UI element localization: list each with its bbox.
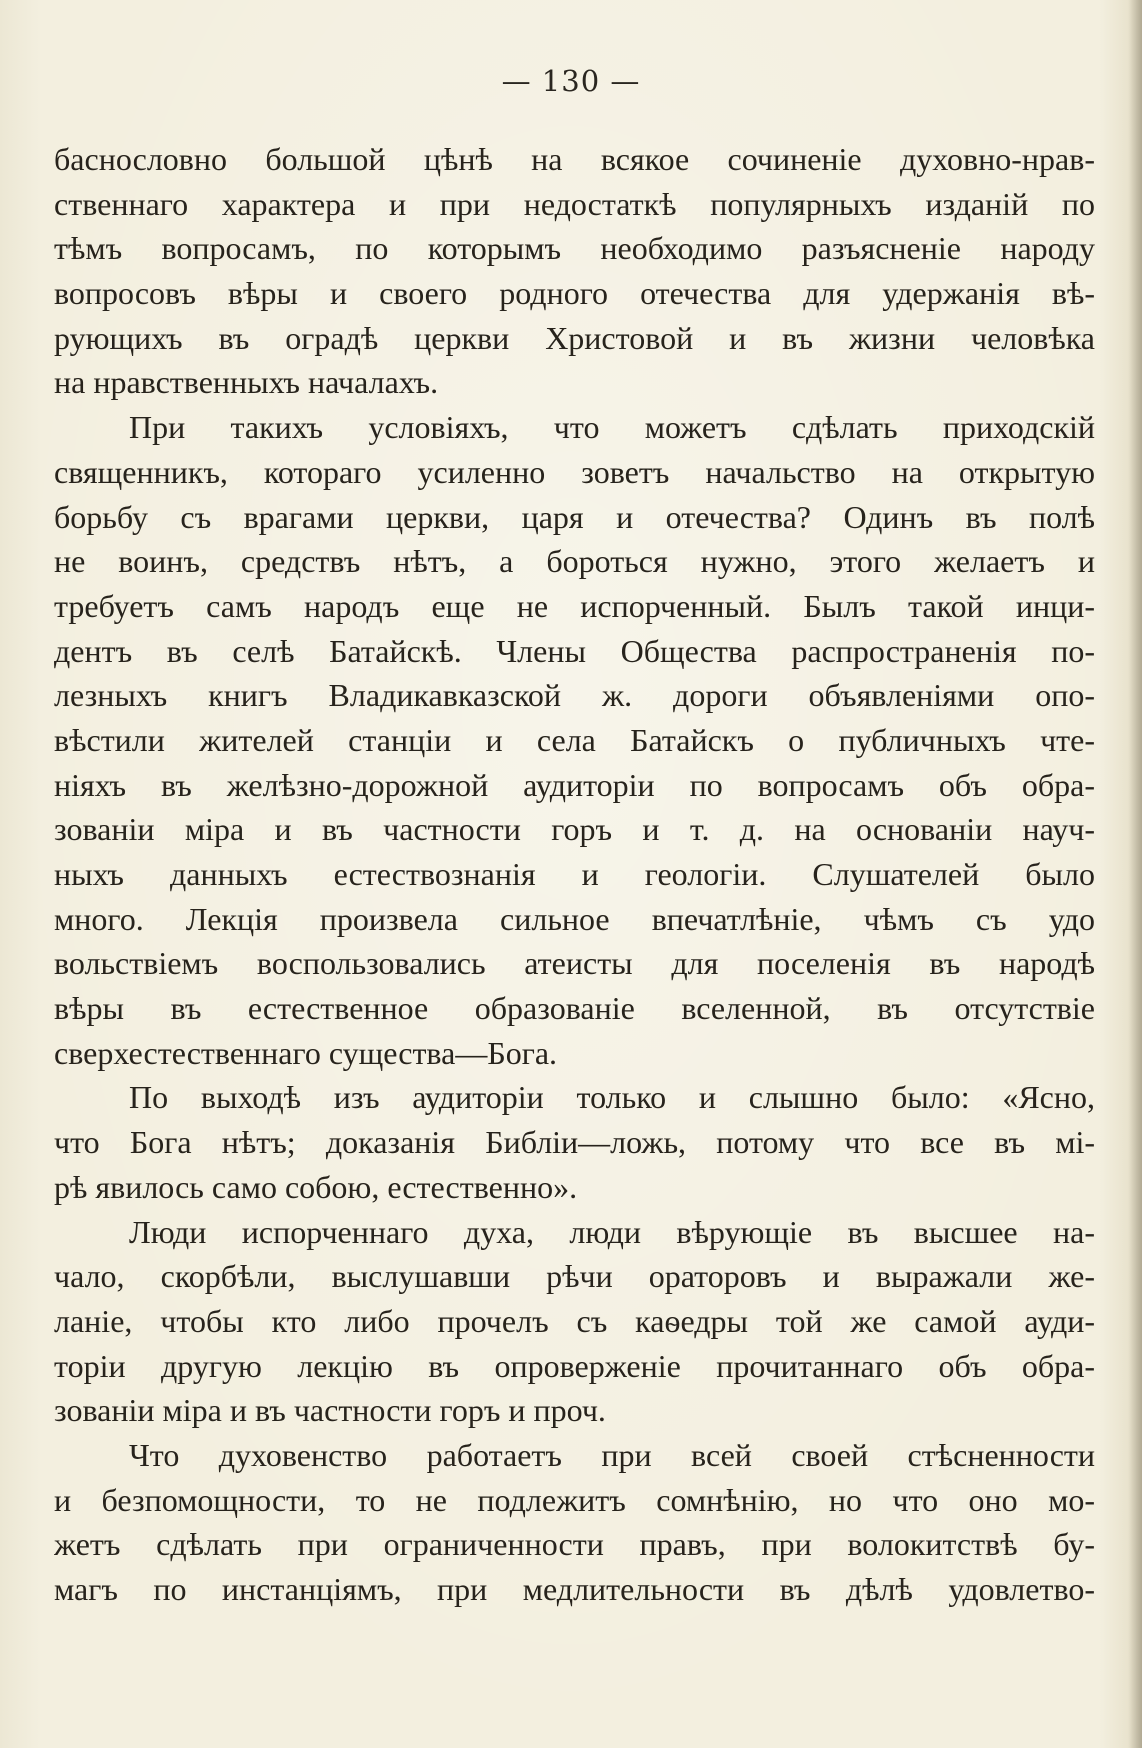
page-number: — 130 — [501, 64, 641, 98]
text-line: чало, скорбѣли, выслушавши рѣчи ораторовъ и выражали же- [54, 1258, 1095, 1295]
paragraph-start-line: При такихъ условіяхъ, что можетъ сдѣлать приходскій [129, 409, 1095, 446]
text-line: зованіи міра и въ частности горъ и т. д. на основаніи науч- [54, 811, 1095, 848]
text-line: борьбу съ врагами церкви, царя и отечества? Одинъ въ полѣ [54, 498, 1095, 535]
text-line: ныхъ данныхъ естествознанія и геологіи. Слушателей было [54, 856, 1095, 892]
text-line: вѣстили жителей станціи и села Батайскъ о публичныхъ чте- [54, 721, 1095, 758]
text-line: что Бога нѣтъ; доказанія Библіи—ложь, потому что все въ мі- [54, 1124, 1095, 1161]
text-line: много. Лекція произвела сильное впечатлѣніе, чѣмъ съ удо [54, 900, 1095, 937]
text-line: рующихъ въ оградѣ церкви Христовой и въ жизни человѣка [54, 319, 1095, 356]
text-line: сверхестественнаго существа—Бога. [54, 1034, 558, 1071]
text-line: не воинъ, средствъ нѣтъ, а бороться нужно, этого желаетъ и [54, 543, 1095, 580]
paragraph-start-line: Что духовенство работаетъ при всей своей стѣсненности [129, 1436, 1095, 1473]
paragraph-start-line: По выходѣ изъ аудиторіи только и слышно было: «Ясно, [129, 1079, 1095, 1116]
text-line: и безпомощности, то не подлежитъ сомнѣнію, но что оно мо- [54, 1481, 1095, 1518]
text-line: священникъ, котораго усиленно зоветъ начальство на открытую [54, 453, 1095, 490]
body-text [54, 137, 1095, 1612]
text-line: зованіи міра и въ частности горъ и проч. [54, 1392, 606, 1429]
text-line: вольствіемъ воспользовались атеисты для поселенія въ народѣ [54, 945, 1095, 982]
paragraph-start-line: Люди испорченнаго духа, люди вѣрующіе въ высшее на- [129, 1213, 1095, 1250]
text-line: ніяхъ въ желѣзно-дорожной аудиторіи по вопросамъ объ обра- [54, 766, 1095, 803]
text-line: торіи другую лекцію въ опроверженіе прочитаннаго объ обра- [54, 1347, 1095, 1384]
text-line: рѣ явилось само собою, естественно». [54, 1168, 578, 1205]
text-line: тѣмъ вопросамъ, по которымъ необходимо разъясненіе народу [54, 230, 1095, 267]
text-line: требуетъ самъ народъ еще не испорченный. Былъ такой инци- [54, 587, 1095, 624]
page-edge-shadow [1128, 0, 1142, 1748]
text-line: жетъ сдѣлать при ограниченности правъ, при волокитствѣ бу- [54, 1526, 1095, 1563]
text-line: лезныхъ книгъ Владикавказской ж. дороги объявленіями опо- [54, 677, 1095, 714]
text-line: ланіе, чтобы кто либо прочелъ съ каѳедры той же самой ауди- [54, 1302, 1095, 1339]
text-line: ственнаго характера и при недостаткѣ популярныхъ изданій по [54, 185, 1095, 222]
text-line: вопросовъ вѣры и своего родного отечества для удержанія вѣ- [54, 275, 1095, 312]
text-line: вѣры въ естественное образованіе вселенной, въ отсутствіе [54, 990, 1095, 1027]
text-line: на нравственныхъ началахъ. [54, 364, 439, 401]
text-line: дентъ въ селѣ Батайскѣ. Члены Общества распространенія по- [54, 632, 1095, 669]
text-line: баснословно большой цѣнѣ на всякое сочиненіе духовно-нрав- [54, 141, 1095, 177]
text-line: магъ по инстанціямъ, при медлительности въ дѣлѣ удовлетво- [54, 1571, 1095, 1607]
